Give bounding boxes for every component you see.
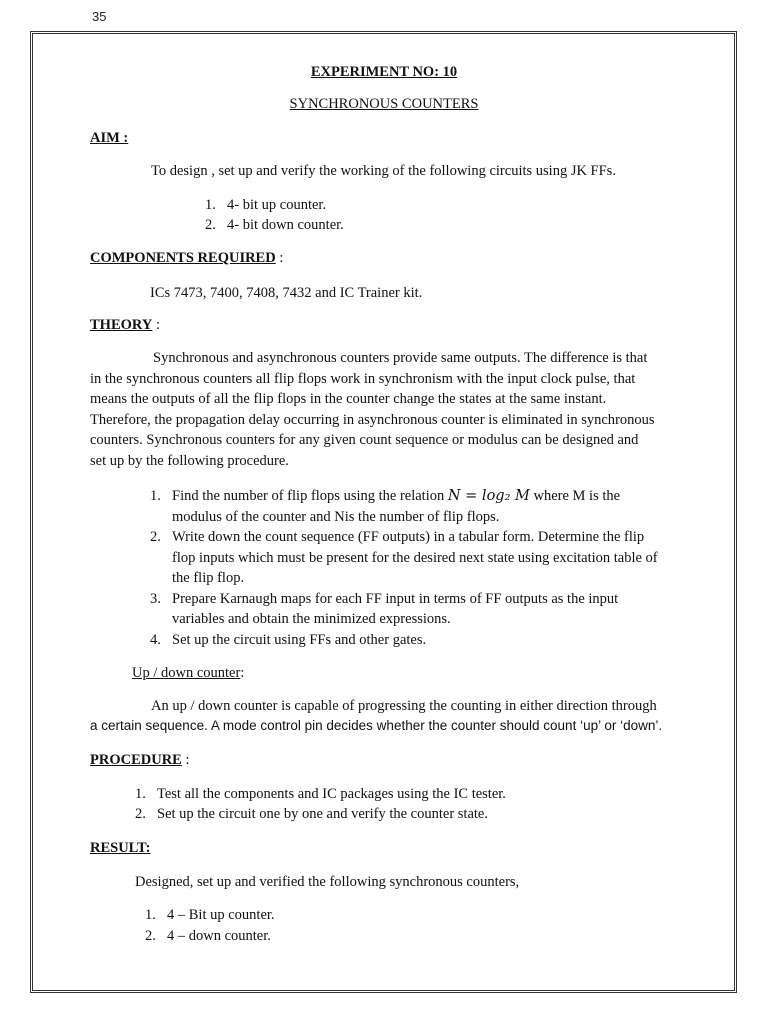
- updown-heading-line: Up / down counter:: [132, 665, 245, 681]
- theory-heading: THEORY: [90, 317, 153, 333]
- procedure-item-1: 1. Test all the components and IC packages using the IC tester.: [135, 786, 506, 802]
- result-heading: RESULT:: [90, 840, 151, 856]
- theory-paragraph: Synchronous and asynchronous counters provide same outputs. The difference is that in the synchronous counters all flip flops work in synchronism with the input clock pulse, that means the outputs of all the flip flops in the counter change the states at the same instant. Therefore, the propagation delay occurring in asynchronous counter is eliminated in synchronous counters. Synchronous counters for any given count sequence or modulus can be designed and set up by the following procedure.: [90, 350, 655, 469]
- theory-step-2: 2. Write down the count sequence (FF outputs) in a tabular form. Determine the flip: [150, 529, 645, 545]
- procedure-heading-line: PROCEDURE :: [90, 752, 190, 768]
- aim-text: To design , set up and verify the working of the following circuits using JK FFs.: [151, 163, 616, 179]
- theory-step-1: 1. Find the number of flip flops using the relation N = log₂ M where M is the: [150, 488, 621, 504]
- theory-step-3: 3. Prepare Karnaugh maps for each FF input in terms of FF outputs as the input: [150, 591, 619, 607]
- components-heading-line: COMPONENTS REQUIRED :: [90, 250, 284, 266]
- updown-line-1: An up / down counter is capable of progressing the counting in either direction through: [151, 698, 657, 714]
- procedure-heading: PROCEDURE: [90, 752, 182, 768]
- updown-heading: Up / down counter: [132, 665, 241, 681]
- components-heading: COMPONENTS REQUIRED: [90, 250, 276, 266]
- result-text: Designed, set up and verified the following synchronous counters,: [135, 874, 520, 890]
- procedure-item-2: 2. Set up the circuit one by one and verify the counter state.: [135, 806, 488, 822]
- formula: N = log₂ M: [447, 488, 530, 504]
- theory-step-4: 4. Set up the circuit using FFs and other gates.: [150, 632, 427, 648]
- aim-heading: AIM :: [90, 130, 129, 146]
- result-item-1: 1. 4 – Bit up counter.: [145, 907, 275, 923]
- experiment-subtitle: SYNCHRONOUS COUNTERS: [289, 96, 479, 112]
- result-item-2: 2. 4 – down counter.: [145, 928, 271, 944]
- page-number: 35: [92, 9, 107, 24]
- components-text: ICs 7473, 7400, 7408, 7432 and IC Trainer kit.: [150, 285, 423, 301]
- theory-heading-line: THEORY :: [90, 317, 160, 333]
- aim-item-1: 1. 4- bit up counter.: [205, 197, 327, 213]
- experiment-title: EXPERIMENT NO: 10: [310, 64, 458, 80]
- aim-item-2: 2. 4- bit down counter.: [205, 217, 344, 233]
- updown-line-2: a certain sequence. A mode control pin decides whether the counter should count ‘up’ or ‘down’.: [90, 718, 663, 733]
